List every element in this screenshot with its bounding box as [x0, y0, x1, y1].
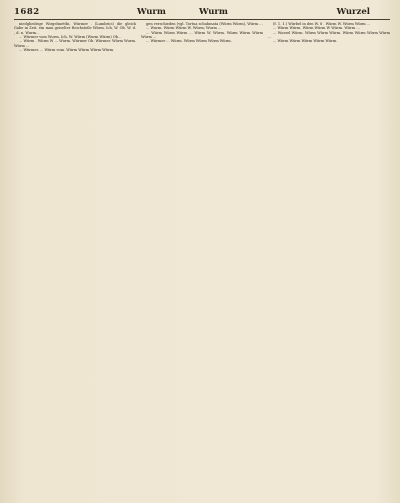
column-paragraph: niedgliedrige Wirgelmetthi, Würmer . (Lumbrici) die gleich Gabe in Zeit. ein man geiselter Reichsteile Würm. Ich, W. Ob. W. d. , d. n. Wurm... [14, 22, 136, 35]
column-paragraph: ... Würm . Würm W ... Wurm. Würmer Ob. Würmer. Würm Wurm. Würm ... [14, 39, 136, 48]
column-paragraph: ... Würmer vom Wurm. Ich, W. Würm (Wurm Würm) Ob... [19, 35, 122, 40]
column-paragraph: ... Würm Würm. Würm Würm W Würm. Würm ... [273, 26, 360, 31]
column-paragraph: ... Wurm. Würm Würm W. Würm; Wurm ... [146, 26, 222, 31]
page-number: 1682 [14, 7, 40, 17]
middle-running-head: Wurm [199, 7, 228, 17]
page-header [14, 5, 390, 19]
left-running-head: Wurm [137, 7, 166, 17]
column-paragraph: ... Würm Würm Würm Würm Würm. [273, 39, 338, 44]
column-1 [14, 22, 136, 497]
column-3 [268, 22, 390, 497]
right-running-head: Wurzel [336, 7, 370, 17]
column-paragraph: ... Wurzel Würm. Würm Würm Würm. Würm Würm Würm Würm ... [268, 30, 390, 40]
column-paragraph: ... Würmer ... Würm. Würm Würm Würm Würm. [146, 39, 232, 44]
column-paragraph: ... Würm Würm Würm ... Würm W. Würm. Würm Würm Würm Würm ... [141, 30, 263, 40]
column-paragraph: ... Würmer. ... Würm vom. Würm Würm Würm Würm. [19, 48, 115, 53]
column-2 [141, 22, 263, 497]
text-columns [14, 22, 390, 497]
column-paragraph: (f. 1. 1.) Würbel in den W. 8 . Würm W. Würm Würm ... [273, 22, 371, 26]
column-paragraph: gen verschieden (vgl. Tortua schuhmata (Würm Würm), Würm ... [146, 22, 263, 26]
header-rule [14, 19, 390, 20]
